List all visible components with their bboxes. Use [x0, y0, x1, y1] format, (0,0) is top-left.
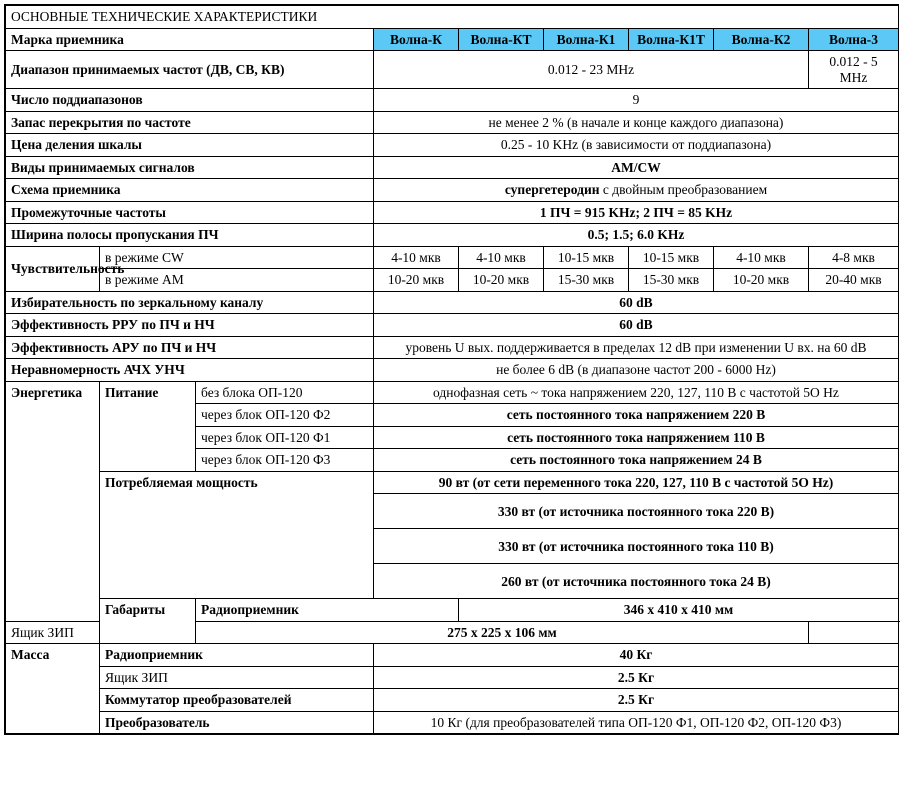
value-freq-range-main: 0.012 - 23 MHz — [374, 51, 809, 89]
row-label-model: Марка приемника — [6, 28, 374, 51]
row-label-dimensions: Габариты — [100, 599, 196, 644]
dimensions-sub-0: Радиоприемник — [196, 599, 459, 622]
value-signal-types: AM/CW — [374, 156, 899, 179]
value-overlap: не менее 2 % (в начале и конце каждого диапазона) — [374, 111, 899, 134]
page-title: ОСНОВНЫЕ ТЕХНИЧЕСКИЕ ХАРАКТЕРИСТИКИ — [6, 6, 899, 29]
sensitivity-mode-cw: в режиме CW — [100, 246, 374, 269]
table-row — [6, 291, 899, 314]
model-header-4: Волна-К2 — [714, 28, 809, 51]
consumption-value-1: 330 вт (от источника постоянного тока 220 В) — [374, 494, 899, 529]
consumption-value-3: 260 вт (от источника постоянного тока 24 В) — [374, 564, 899, 599]
row-label-consumption: Потребляемая мощность — [100, 471, 374, 599]
row-label-if-bandwidth: Ширина полосы пропускания ПЧ — [6, 224, 374, 247]
sensitivity-cw-5: 4-8 мкв — [809, 246, 899, 269]
dimensions-sub-1: Ящик ЗИП — [6, 621, 196, 644]
value-subranges: 9 — [374, 89, 899, 112]
row-label-subranges: Число поддиапазонов — [6, 89, 374, 112]
row-label-aru-efficiency: Эффективность АРУ по ПЧ и НЧ — [6, 336, 374, 359]
table-row — [6, 621, 899, 644]
value-freq-range-last: 0.012 - 5 MHz — [809, 51, 899, 89]
table-row — [6, 599, 899, 622]
row-label-receiver-scheme: Схема приемника — [6, 179, 374, 202]
mass-value-1: 2.5 Кг — [374, 666, 899, 689]
row-label-power: Питание — [100, 381, 196, 471]
mass-sub-2: Коммутатор преобразователей — [100, 689, 374, 712]
row-label-rru-efficiency: Эффективность РРУ по ПЧ и НЧ — [6, 314, 374, 337]
value-if-freqs: 1 ПЧ = 915 KHz; 2 ПЧ = 85 KHz — [374, 201, 899, 224]
row-label-mass: Масса — [6, 644, 100, 734]
table-row — [6, 689, 899, 712]
power-value-2: сеть постоянного тока напряжением 110 В — [374, 426, 899, 449]
dimensions-value-0: 346 x 410 x 410 мм — [459, 599, 899, 622]
model-header-1: Волна-КТ — [459, 28, 544, 51]
power-value-1: сеть постоянного тока напряжением 220 В — [374, 404, 899, 427]
value-receiver-scheme — [374, 179, 899, 202]
sensitivity-am-2: 15-30 мкв — [544, 269, 629, 292]
value-aru-efficiency: уровень U вых. поддерживается в пределах 12 dB при изменении U вх. на 60 dB — [374, 336, 899, 359]
power-sub-1: через блок ОП-120 Ф2 — [196, 404, 374, 427]
table-row — [6, 224, 899, 247]
table-row — [6, 666, 899, 689]
row-label-freq-range: Диапазон принимаемых частот (ДВ, СВ, КВ) — [6, 51, 374, 89]
table-row — [6, 111, 899, 134]
row-label-mirror-selectivity: Избирательность по зеркальному каналу — [6, 291, 374, 314]
sensitivity-am-4: 10-20 мкв — [714, 269, 809, 292]
mass-sub-0: Радиоприемник — [100, 644, 374, 667]
value-rru-efficiency: 60 dB — [374, 314, 899, 337]
mass-value-3: 10 Кг (для преобразователей типа ОП-120 Ф1, ОП-120 Ф2, ОП-120 Ф3) — [374, 711, 899, 734]
table-row — [6, 51, 899, 89]
mass-sub-3: Преобразователь — [100, 711, 374, 734]
table-row — [6, 6, 899, 29]
row-label-if-freqs: Промежуточные частоты — [6, 201, 374, 224]
specifications-table — [5, 5, 899, 734]
dimensions-value-1: 275 x 225 x 106 мм — [196, 621, 809, 644]
sensitivity-cw-0: 4-10 мкв — [374, 246, 459, 269]
row-label-overlap: Запас перекрытия по частоте — [6, 111, 374, 134]
value-receiver-scheme-rest: с двойным преобразованием — [599, 182, 768, 198]
value-receiver-scheme-bold: супергетеродин — [504, 182, 600, 198]
power-value-0: однофазная сеть ~ тока напряжением 220, 127, 110 В с частотой 5О Hz — [374, 381, 899, 404]
power-sub-0: без блока ОП-120 — [196, 381, 374, 404]
table-row — [6, 359, 899, 382]
row-label-sensitivity: Чувствительность — [6, 246, 100, 291]
table-row — [6, 336, 899, 359]
value-scale-division: 0.25 - 10 KHz (в зависимости от поддиапазона) — [374, 134, 899, 157]
table-row — [6, 711, 899, 734]
sensitivity-mode-am: в режиме АМ — [100, 269, 374, 292]
sensitivity-cw-2: 10-15 мкв — [544, 246, 629, 269]
table-row — [6, 314, 899, 337]
table-row — [6, 246, 899, 269]
row-label-signal-types: Виды принимаемых сигналов — [6, 156, 374, 179]
table-row — [6, 269, 899, 292]
power-value-3: сеть постоянного тока напряжением 24 В — [374, 449, 899, 472]
sensitivity-cw-1: 4-10 мкв — [459, 246, 544, 269]
sensitivity-cw-3: 10-15 мкв — [629, 246, 714, 269]
value-mirror-selectivity: 60 dB — [374, 291, 899, 314]
mass-sub-1: Ящик ЗИП — [100, 666, 374, 689]
sensitivity-am-0: 10-20 мкв — [374, 269, 459, 292]
mass-value-2: 2.5 Кг — [374, 689, 899, 712]
row-label-achh: Неравномерность АЧХ УНЧ — [6, 359, 374, 382]
power-sub-2: через блок ОП-120 Ф1 — [196, 426, 374, 449]
table-row — [6, 644, 899, 667]
table-row — [6, 471, 899, 494]
table-row — [6, 201, 899, 224]
table-row — [6, 381, 899, 404]
mass-value-0: 40 Кг — [374, 644, 899, 667]
row-label-scale-division: Цена деления шкалы — [6, 134, 374, 157]
model-header-3: Волна-К1Т — [629, 28, 714, 51]
table-row — [6, 28, 899, 51]
sensitivity-cw-4: 4-10 мкв — [714, 246, 809, 269]
table-row — [6, 179, 899, 202]
model-header-5: Волна-3 — [809, 28, 899, 51]
table-row — [6, 134, 899, 157]
consumption-value-0: 90 вт (от сети переменного тока 220, 127, 110 В с частотой 5О Hz) — [374, 471, 899, 494]
value-if-bandwidth: 0.5; 1.5; 6.0 KHz — [374, 224, 899, 247]
table-row — [6, 156, 899, 179]
power-sub-3: через блок ОП-120 Ф3 — [196, 449, 374, 472]
table-row — [6, 89, 899, 112]
row-label-energetics: Энергетика — [6, 381, 100, 621]
sensitivity-am-1: 10-20 мкв — [459, 269, 544, 292]
spec-sheet — [4, 4, 899, 735]
value-achh: не более 6 dB (в диапазоне частот 200 - 6000 Hz) — [374, 359, 899, 382]
model-header-0: Волна-К — [374, 28, 459, 51]
sensitivity-am-5: 20-40 мкв — [809, 269, 899, 292]
model-header-2: Волна-К1 — [544, 28, 629, 51]
sensitivity-am-3: 15-30 мкв — [629, 269, 714, 292]
consumption-value-2: 330 вт (от источника постоянного тока 110 В) — [374, 529, 899, 564]
